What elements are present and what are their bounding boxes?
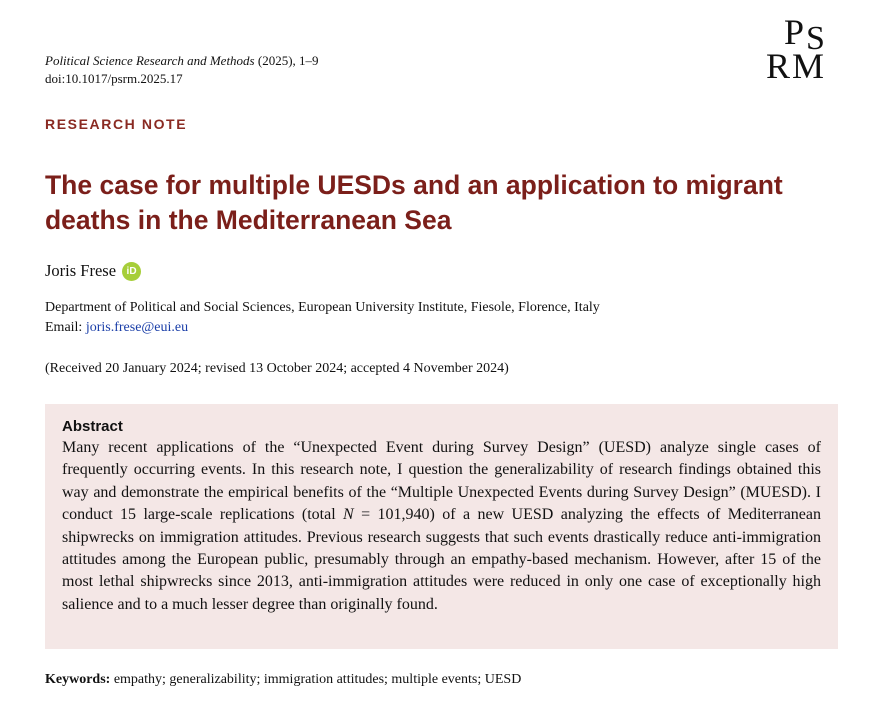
abstract-heading: Abstract (62, 418, 123, 435)
article-title: The case for multiple UESDs and an application to migrant deaths in the Mediterranean Sea (45, 170, 783, 235)
keywords-label: Keywords: (45, 672, 111, 687)
email-label: Email: (45, 320, 83, 335)
abstract-box (45, 404, 838, 649)
submission-dates: (Received 20 January 2024; revised 13 October 2024; accepted 4 November 2024) (45, 361, 509, 376)
journal-info (45, 52, 319, 88)
email-line (45, 318, 188, 337)
abstract-text (62, 437, 821, 616)
abstract-n-symbol: N (343, 506, 354, 524)
svg-text:R: R (766, 46, 791, 80)
journal-citation-line (45, 52, 319, 70)
abstract-text-part-1: Many recent applications of the “Unexpected Event during Survey Design” (UESD) analyze single cases of frequently occurring events. In this research note, I question the generalizability of research findings obtained this way and demonstrate the empirical benefits of the “Multiple Unexpected Events during Survey Design” (MUESD). I conduct 15 large-scale replications (total (62, 439, 821, 524)
section-label: RESEARCH NOTE (45, 116, 188, 132)
affiliation: Department of Political and Social Sciences, European University Institute, Fiesole, Florence, Italy (45, 300, 600, 315)
author-line (45, 261, 141, 281)
svg-text:P: P (784, 12, 805, 52)
orcid-icon[interactable]: iD (122, 262, 141, 281)
journal-name: Political Science Research and Methods (45, 53, 255, 68)
journal-citation: (2025), 1–9 (257, 53, 319, 68)
psrm-logo (766, 12, 838, 80)
email-link[interactable]: joris.frese@eui.eu (85, 320, 189, 335)
keywords-list: empathy; generalizability; immigration attitudes; multiple events; UESD (113, 672, 522, 687)
svg-text:S: S (806, 20, 825, 57)
author-name[interactable]: Joris Frese (45, 261, 117, 280)
svg-text:M: M (792, 46, 825, 80)
abstract-text-part-2: = 101,940) of a new UESD analyzing the effects of Mediterranean shipwrecks on immigration attitudes. Previous research suggests that such events drastically reduce anti-immigration attitudes among the European public, presumably through an empathy-based mechanism. However, after 15 of the most lethal shipwrecks since 2013, anti-immigration attitudes were reduced in only one case of exceptionally high salience and to a much lesser degree than originally found. (62, 506, 822, 613)
journal-doi: doi:10.1017/psrm.2025.17 (45, 71, 183, 86)
keywords (45, 670, 521, 689)
